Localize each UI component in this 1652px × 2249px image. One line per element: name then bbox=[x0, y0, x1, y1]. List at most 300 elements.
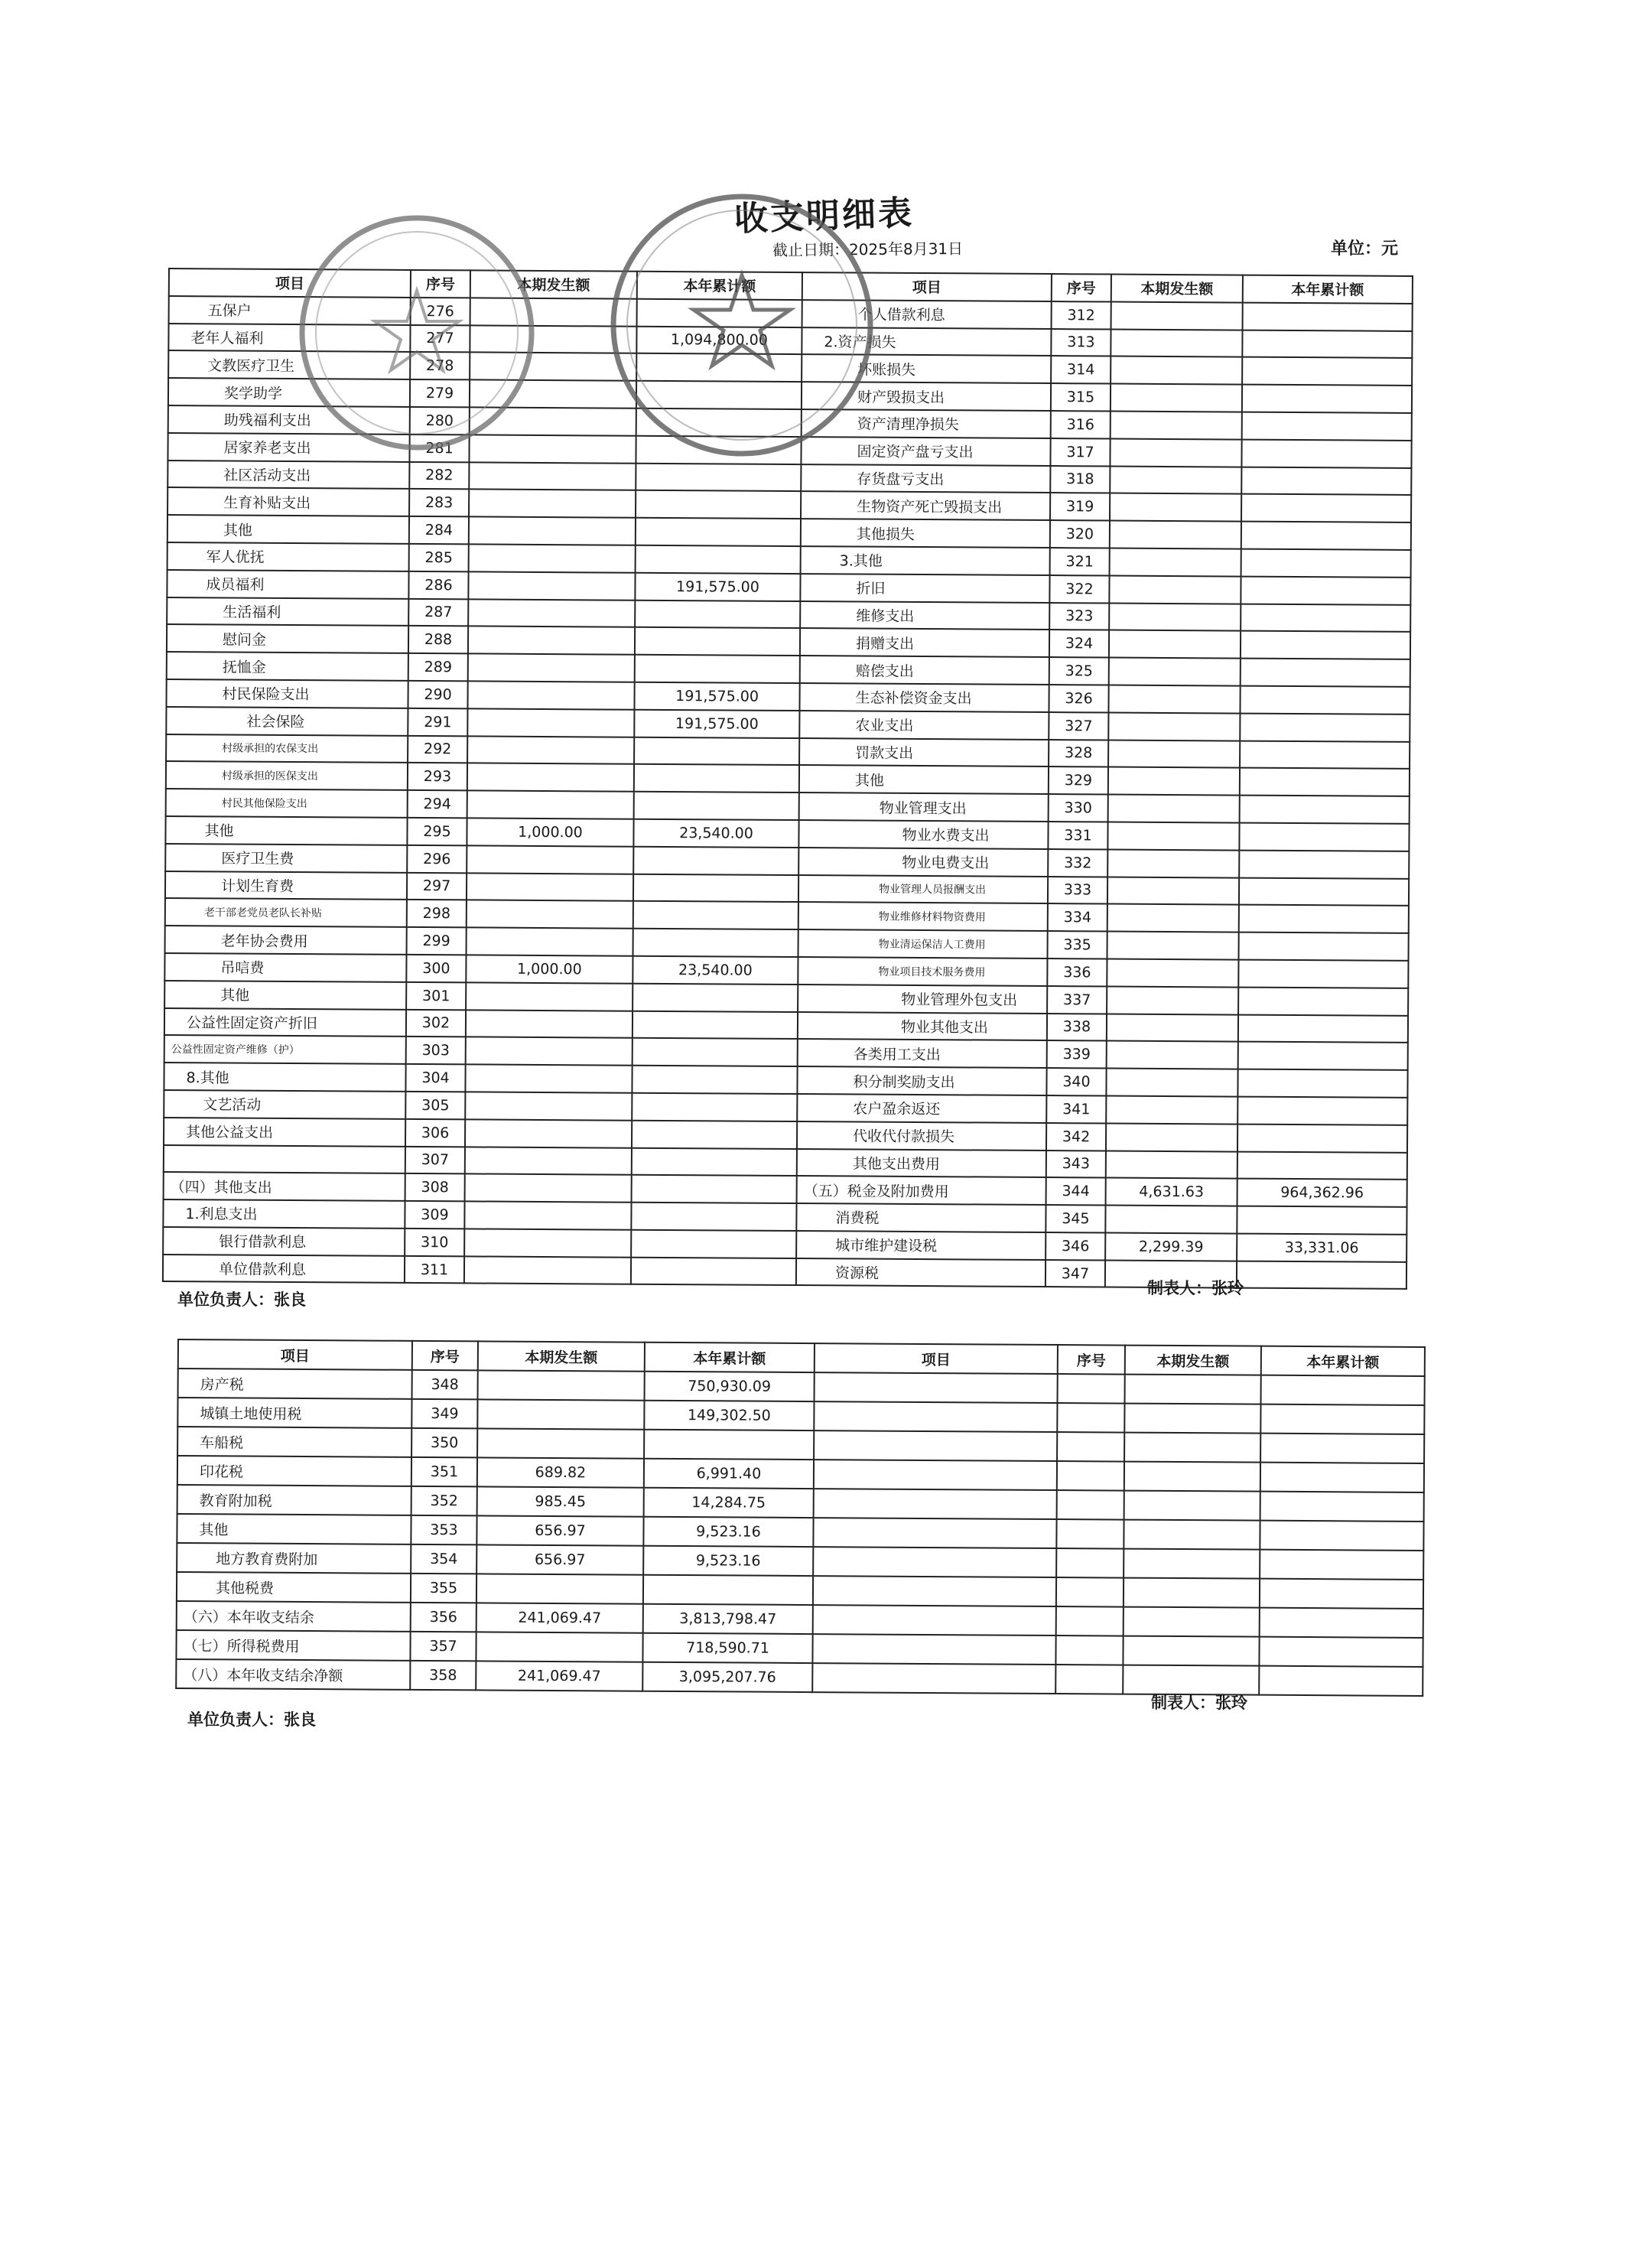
empty-cell bbox=[814, 1401, 1057, 1432]
row-seq: 284 bbox=[409, 516, 469, 544]
col-seq-header: 序号 bbox=[1052, 274, 1111, 301]
empty-cell bbox=[1124, 1607, 1260, 1637]
row-seq: 337 bbox=[1047, 986, 1107, 1014]
row-seq: 298 bbox=[407, 900, 467, 927]
col-period-header: 本期发生额 bbox=[1125, 1346, 1261, 1375]
row-item-label: 其他 bbox=[177, 1514, 411, 1544]
row-item-label: 资产清理净损失 bbox=[802, 409, 1051, 438]
row-item-label: 资源税 bbox=[796, 1258, 1046, 1287]
col-item-header: 项目 bbox=[169, 269, 411, 298]
row-ytd-amount bbox=[1242, 385, 1412, 413]
row-ytd-amount bbox=[1240, 768, 1410, 796]
row-period-amount bbox=[1107, 877, 1239, 905]
row-seq: 352 bbox=[411, 1486, 477, 1516]
empty-cell bbox=[1055, 1665, 1123, 1694]
row-ytd-amount bbox=[632, 1093, 797, 1121]
row-period-amount: 656.97 bbox=[476, 1515, 643, 1545]
empty-cell bbox=[1123, 1636, 1259, 1666]
empty-cell bbox=[1124, 1549, 1260, 1579]
row-item-label: 村民其他保险支出 bbox=[166, 789, 408, 818]
row-item-label: 其他 bbox=[167, 515, 409, 544]
col-period-header: 本期发生额 bbox=[478, 1341, 645, 1371]
empty-cell bbox=[1056, 1606, 1124, 1636]
empty-cell bbox=[813, 1605, 1056, 1635]
row-seq: 277 bbox=[410, 325, 470, 353]
row-seq: 317 bbox=[1050, 438, 1110, 466]
row-item-label: 物业项目技术服务费用 bbox=[798, 957, 1047, 986]
col-ytd-header: 本年累计额 bbox=[637, 272, 802, 300]
preparer: 制表人：张玲 bbox=[1147, 1279, 1244, 1297]
empty-cell bbox=[815, 1372, 1058, 1403]
row-ytd-amount bbox=[1239, 932, 1409, 961]
empty-cell bbox=[814, 1489, 1057, 1519]
row-period-amount bbox=[1107, 959, 1238, 987]
row-seq: 292 bbox=[408, 735, 467, 763]
row-ytd-amount bbox=[1241, 494, 1411, 522]
row-ytd-amount bbox=[637, 299, 802, 327]
row-item-label: 物业管理人员报酬支出 bbox=[798, 875, 1048, 904]
row-item-label: 银行借款利息 bbox=[163, 1227, 405, 1256]
row-seq: 339 bbox=[1047, 1040, 1107, 1068]
row-ytd-amount: 23,540.00 bbox=[633, 956, 798, 985]
row-seq: 327 bbox=[1049, 712, 1108, 740]
row-item-label: 物业水费支出 bbox=[798, 820, 1048, 849]
row-period-amount bbox=[467, 873, 633, 901]
col-ytd-header: 本年累计额 bbox=[1261, 1346, 1425, 1376]
row-ytd-amount bbox=[1241, 659, 1410, 687]
row-period-amount bbox=[477, 1399, 644, 1429]
row-ytd-amount bbox=[1239, 905, 1409, 933]
row-period-amount bbox=[1111, 301, 1243, 330]
row-period-amount bbox=[478, 1370, 645, 1400]
row-ytd-amount: 750,930.09 bbox=[645, 1372, 815, 1401]
row-period-amount: 1,000.00 bbox=[467, 818, 633, 846]
empty-cell bbox=[1261, 1375, 1425, 1405]
row-period-amount bbox=[1110, 493, 1241, 522]
row-item-label: 其他公益支出 bbox=[164, 1118, 405, 1147]
col-seq-header: 序号 bbox=[1058, 1345, 1125, 1375]
row-period-amount bbox=[1106, 1095, 1237, 1124]
row-ytd-amount bbox=[1238, 959, 1408, 988]
row-item-label: 城市维护建设税 bbox=[796, 1231, 1046, 1260]
row-period-amount bbox=[1109, 575, 1241, 604]
row-period-amount bbox=[1111, 412, 1242, 440]
row-seq: 300 bbox=[406, 955, 466, 982]
row-seq: 328 bbox=[1049, 740, 1108, 767]
row-seq: 357 bbox=[410, 1632, 476, 1662]
row-period-amount bbox=[1107, 822, 1239, 850]
row-seq: 330 bbox=[1049, 794, 1108, 822]
row-seq: 290 bbox=[408, 681, 467, 708]
row-period-amount bbox=[1107, 986, 1238, 1014]
detail-table-1 bbox=[162, 268, 1413, 1290]
row-item-label: 村级承担的农保支出 bbox=[166, 734, 408, 763]
row-period-amount bbox=[468, 599, 635, 627]
row-seq: 304 bbox=[405, 1064, 465, 1092]
row-ytd-amount bbox=[634, 792, 799, 820]
row-ytd-amount bbox=[634, 737, 799, 765]
row-ytd-amount bbox=[636, 408, 802, 437]
row-period-amount bbox=[464, 1201, 631, 1229]
row-period-amount bbox=[465, 1174, 632, 1203]
row-ytd-amount bbox=[1241, 549, 1411, 578]
row-seq: 312 bbox=[1052, 301, 1111, 329]
col-period-header: 本期发生额 bbox=[1111, 275, 1243, 303]
row-seq: 297 bbox=[407, 872, 467, 900]
row-item-label: 物业其他支出 bbox=[798, 1012, 1047, 1041]
row-item-label: 医疗卫生费 bbox=[165, 844, 407, 873]
row-item-label: 8.其他 bbox=[164, 1063, 405, 1092]
row-period-amount bbox=[1108, 767, 1240, 796]
row-seq: 313 bbox=[1051, 329, 1111, 356]
row-seq: 332 bbox=[1048, 849, 1107, 877]
col-period-header: 本期发生额 bbox=[470, 270, 637, 298]
row-item-label: 社会保险 bbox=[166, 707, 408, 736]
row-seq: 294 bbox=[408, 790, 467, 818]
row-period-amount: 241,069.47 bbox=[476, 1661, 642, 1691]
row-seq: 353 bbox=[411, 1515, 476, 1545]
row-ytd-amount bbox=[635, 655, 800, 683]
row-ytd-amount bbox=[1237, 1206, 1406, 1235]
row-seq: 333 bbox=[1048, 877, 1107, 904]
preparer-2: 制表人：张玲 bbox=[1151, 1694, 1247, 1712]
row-item-label: 计划生育费 bbox=[165, 871, 407, 900]
col-ytd-header: 本年累计额 bbox=[1243, 275, 1413, 304]
row-ytd-amount: 1,094,800.00 bbox=[636, 326, 802, 354]
row-item-label: 社区活动支出 bbox=[167, 461, 409, 490]
row-period-amount bbox=[465, 1119, 632, 1147]
row-item-label: 3.其他 bbox=[801, 546, 1050, 575]
row-period-amount bbox=[467, 900, 633, 929]
row-seq: 348 bbox=[412, 1370, 478, 1400]
row-ytd-amount bbox=[1237, 1261, 1406, 1289]
row-item-label: （四）其他支出 bbox=[164, 1172, 405, 1201]
row-item-label: （五）税金及附加费用 bbox=[797, 1176, 1046, 1205]
row-period-amount: 4,631.63 bbox=[1106, 1178, 1237, 1206]
row-item-label: （八）本年收支结余净额 bbox=[176, 1659, 410, 1690]
row-item-label: 五保户 bbox=[169, 296, 411, 325]
row-ytd-amount bbox=[632, 1147, 797, 1176]
row-period-amount: 1,000.00 bbox=[466, 955, 633, 983]
row-seq: 322 bbox=[1049, 575, 1109, 603]
row-ytd-amount bbox=[1237, 1151, 1407, 1180]
row-period-amount bbox=[1106, 1069, 1237, 1097]
row-period-amount bbox=[477, 1428, 644, 1458]
row-ytd-amount: 6,991.40 bbox=[644, 1459, 814, 1489]
empty-cell bbox=[1057, 1490, 1124, 1520]
row-seq: 342 bbox=[1046, 1123, 1106, 1151]
row-ytd-amount bbox=[633, 874, 798, 902]
row-ytd-amount bbox=[1238, 987, 1408, 1015]
row-period-amount bbox=[468, 627, 635, 655]
row-period-amount bbox=[1109, 603, 1241, 631]
row-seq: 287 bbox=[408, 598, 468, 626]
row-period-amount: 2,299.39 bbox=[1105, 1232, 1237, 1261]
col-item-header: 项目 bbox=[178, 1339, 412, 1370]
row-ytd-amount bbox=[1241, 522, 1411, 550]
row-item-label: 维修支出 bbox=[800, 601, 1049, 630]
row-item-label: 其他支出费用 bbox=[797, 1149, 1046, 1178]
row-seq: 286 bbox=[408, 571, 468, 599]
row-seq: 338 bbox=[1047, 1014, 1107, 1041]
row-period-amount bbox=[469, 490, 636, 518]
row-ytd-amount bbox=[631, 1230, 796, 1258]
row-seq: 308 bbox=[405, 1173, 465, 1201]
row-period-amount bbox=[464, 1256, 631, 1284]
row-period-amount bbox=[466, 1037, 633, 1066]
row-ytd-amount bbox=[633, 846, 798, 874]
row-item-label: 代收代付款损失 bbox=[797, 1121, 1046, 1151]
row-ytd-amount bbox=[1238, 1014, 1408, 1043]
row-item-label: 1.利息支出 bbox=[163, 1199, 405, 1229]
row-period-amount bbox=[1108, 712, 1240, 740]
row-ytd-amount bbox=[1240, 686, 1410, 714]
responsible-person: 单位负责人：张良 bbox=[177, 1290, 306, 1309]
empty-cell bbox=[1260, 1521, 1423, 1551]
row-item-label: 生育补贴支出 bbox=[167, 487, 409, 516]
row-period-amount bbox=[1108, 685, 1240, 713]
row-seq: 341 bbox=[1046, 1095, 1106, 1123]
row-ytd-amount bbox=[636, 463, 801, 491]
empty-cell bbox=[814, 1430, 1057, 1461]
row-item-label: 赔偿支出 bbox=[800, 656, 1049, 685]
row-period-amount bbox=[465, 1092, 632, 1120]
row-seq: 351 bbox=[411, 1457, 477, 1487]
empty-cell bbox=[1260, 1550, 1423, 1580]
row-period-amount bbox=[469, 435, 636, 463]
empty-cell bbox=[1056, 1519, 1124, 1549]
row-ytd-amount: 9,523.16 bbox=[643, 1546, 813, 1576]
row-seq: 306 bbox=[405, 1119, 465, 1147]
row-period-amount bbox=[1107, 849, 1239, 877]
row-period-amount bbox=[470, 407, 636, 435]
col-ytd-header: 本年累计额 bbox=[645, 1343, 815, 1372]
row-item-label: 村民保险支出 bbox=[166, 679, 408, 708]
row-period-amount: 985.45 bbox=[477, 1486, 644, 1516]
row-seq: 319 bbox=[1050, 493, 1110, 520]
row-period-amount bbox=[1106, 1123, 1237, 1151]
row-ytd-amount: 964,362.96 bbox=[1237, 1179, 1407, 1207]
row-ytd-amount: 14,284.75 bbox=[644, 1488, 814, 1518]
row-ytd-amount bbox=[635, 600, 800, 628]
row-item-label: 慰问金 bbox=[167, 624, 408, 653]
row-item-label: 其他损失 bbox=[801, 519, 1050, 548]
row-item-label: 文艺活动 bbox=[164, 1090, 405, 1119]
row-item-label: 老年人福利 bbox=[168, 324, 410, 353]
row-item-label: 公益性固定资产折旧 bbox=[164, 1008, 406, 1037]
row-item-label: 农户盈余返还 bbox=[797, 1094, 1046, 1123]
row-period-amount bbox=[476, 1574, 643, 1603]
row-seq: 340 bbox=[1046, 1068, 1106, 1095]
row-ytd-amount bbox=[1240, 713, 1410, 741]
row-period-amount bbox=[1106, 1151, 1237, 1179]
row-seq: 315 bbox=[1051, 383, 1111, 411]
empty-cell bbox=[1124, 1404, 1260, 1434]
row-period-amount: 689.82 bbox=[477, 1457, 644, 1487]
row-period-amount bbox=[470, 380, 636, 408]
row-ytd-amount bbox=[1239, 877, 1409, 906]
row-seq: 354 bbox=[411, 1544, 476, 1574]
row-period-amount bbox=[467, 791, 634, 819]
row-ytd-amount bbox=[1237, 1096, 1407, 1124]
row-item-label: 物业清运保洁人工费用 bbox=[798, 929, 1048, 959]
row-item-label: 文教医疗卫生 bbox=[168, 350, 410, 379]
row-ytd-amount bbox=[1239, 823, 1409, 851]
row-ytd-amount bbox=[1241, 604, 1410, 632]
empty-cell bbox=[1259, 1666, 1423, 1696]
col-item-header: 项目 bbox=[802, 272, 1052, 301]
row-ytd-amount bbox=[636, 436, 801, 464]
row-seq: 356 bbox=[411, 1603, 476, 1632]
row-item-label: 奖学助学 bbox=[168, 378, 410, 407]
row-seq: 316 bbox=[1051, 411, 1111, 438]
row-item-label: 老年协会费用 bbox=[165, 926, 407, 955]
row-item-label: 其他税费 bbox=[177, 1572, 411, 1603]
row-period-amount bbox=[467, 708, 634, 737]
row-item-label: 房产税 bbox=[178, 1369, 412, 1399]
row-item-label: 其他 bbox=[164, 981, 406, 1010]
row-ytd-amount: 3,095,207.76 bbox=[642, 1662, 812, 1692]
row-period-amount bbox=[1110, 438, 1241, 467]
row-period-amount bbox=[1107, 904, 1239, 932]
row-ytd-amount bbox=[1243, 302, 1413, 330]
row-item-label: 农业支出 bbox=[799, 711, 1049, 740]
row-seq: 276 bbox=[411, 298, 470, 325]
row-seq: 345 bbox=[1046, 1205, 1105, 1232]
row-seq: 295 bbox=[407, 818, 467, 845]
row-ytd-amount: 23,540.00 bbox=[633, 819, 798, 848]
row-item-label: （六）本年收支结余 bbox=[177, 1601, 411, 1632]
empty-cell bbox=[812, 1634, 1055, 1665]
empty-cell bbox=[1259, 1637, 1423, 1667]
col-item-header: 项目 bbox=[815, 1343, 1058, 1374]
row-ytd-amount bbox=[632, 1120, 797, 1148]
empty-cell bbox=[1260, 1404, 1424, 1434]
row-seq: 335 bbox=[1048, 931, 1107, 959]
row-period-amount bbox=[468, 654, 635, 682]
row-ytd-amount bbox=[632, 1175, 797, 1203]
empty-cell bbox=[1124, 1433, 1260, 1463]
row-ytd-amount bbox=[632, 1066, 797, 1094]
responsible-person-2: 单位负责人：张良 bbox=[187, 1710, 316, 1729]
empty-cell bbox=[1260, 1463, 1424, 1492]
row-period-amount: 656.97 bbox=[476, 1544, 643, 1574]
empty-cell bbox=[1056, 1548, 1124, 1578]
row-item-label: 各类用工支出 bbox=[798, 1039, 1047, 1068]
row-period-amount bbox=[1108, 740, 1240, 768]
row-ytd-amount bbox=[1241, 631, 1410, 659]
row-period-amount bbox=[1111, 329, 1242, 357]
report-date: 截止日期：2025年8月31日 bbox=[772, 239, 964, 260]
row-item-label: 2.资产损失 bbox=[802, 327, 1051, 356]
row-ytd-amount bbox=[1241, 576, 1410, 604]
row-period-amount bbox=[465, 1147, 632, 1175]
row-seq: 302 bbox=[406, 1009, 466, 1037]
col-seq-header: 序号 bbox=[412, 1341, 478, 1371]
row-seq: 299 bbox=[407, 927, 467, 955]
empty-cell bbox=[1055, 1635, 1123, 1665]
empty-cell bbox=[1260, 1492, 1424, 1522]
row-seq: 344 bbox=[1046, 1177, 1106, 1205]
row-period-amount bbox=[467, 736, 634, 764]
row-ytd-amount bbox=[633, 1038, 798, 1066]
currency-unit: 单位：元 bbox=[1331, 239, 1399, 259]
row-ytd-amount bbox=[633, 929, 798, 957]
empty-cell bbox=[1124, 1520, 1260, 1550]
row-seq: 320 bbox=[1050, 520, 1110, 548]
row-seq: 279 bbox=[410, 379, 470, 407]
row-period-amount bbox=[476, 1632, 642, 1662]
row-ytd-amount: 9,523.16 bbox=[643, 1517, 813, 1547]
row-seq: 323 bbox=[1049, 603, 1109, 630]
row-item-label: 生物资产死亡毁损支出 bbox=[801, 491, 1050, 520]
row-item-label: 居家养老支出 bbox=[167, 433, 409, 462]
row-item-label: 其他 bbox=[799, 765, 1049, 794]
row-item-label: 抚恤金 bbox=[167, 652, 408, 681]
row-seq: 355 bbox=[411, 1574, 476, 1603]
row-period-amount bbox=[464, 1229, 631, 1257]
empty-cell bbox=[1124, 1462, 1260, 1492]
row-seq: 321 bbox=[1050, 548, 1110, 575]
empty-cell bbox=[813, 1547, 1056, 1577]
empty-cell bbox=[1057, 1432, 1124, 1462]
row-item-label: 教育附加税 bbox=[177, 1485, 411, 1515]
row-period-amount bbox=[1111, 356, 1242, 385]
empty-cell bbox=[1058, 1374, 1125, 1404]
row-item-label: 财产毁损支出 bbox=[802, 382, 1051, 411]
empty-cell bbox=[813, 1518, 1056, 1548]
row-ytd-amount bbox=[635, 627, 800, 656]
row-item-label: 存货盘亏支出 bbox=[801, 464, 1050, 493]
row-seq: 291 bbox=[408, 708, 467, 736]
detail-table-2 bbox=[175, 1339, 1426, 1697]
row-item-label: 物业管理外包支出 bbox=[798, 985, 1047, 1014]
row-item-label: 公益性固定资产维修（护） bbox=[164, 1035, 406, 1064]
row-ytd-amount bbox=[636, 545, 801, 574]
row-ytd-amount bbox=[644, 1430, 814, 1460]
row-seq: 293 bbox=[408, 763, 467, 790]
col-seq-header: 序号 bbox=[411, 270, 470, 298]
row-period-amount bbox=[1107, 1041, 1238, 1069]
empty-cell bbox=[1125, 1375, 1261, 1404]
row-seq: 334 bbox=[1048, 903, 1107, 931]
row-ytd-amount bbox=[631, 1257, 796, 1285]
row-seq: 285 bbox=[409, 544, 469, 571]
row-period-amount bbox=[1105, 1206, 1237, 1234]
row-seq: 325 bbox=[1049, 657, 1109, 685]
row-ytd-amount bbox=[1239, 850, 1409, 878]
row-ytd-amount bbox=[1240, 796, 1410, 824]
row-seq: 283 bbox=[409, 489, 469, 516]
row-ytd-amount bbox=[636, 490, 801, 519]
row-ytd-amount: 149,302.50 bbox=[644, 1401, 814, 1430]
row-item-label: 生活福利 bbox=[167, 597, 408, 627]
row-seq: 314 bbox=[1051, 356, 1111, 383]
empty-cell bbox=[1124, 1578, 1260, 1608]
row-ytd-amount bbox=[643, 1575, 813, 1605]
row-item-label: 老干部老党员老队长补贴 bbox=[165, 898, 407, 927]
row-seq: 350 bbox=[411, 1428, 477, 1458]
row-item-label: 吊唁费 bbox=[164, 953, 406, 982]
row-item-label: 助残福利支出 bbox=[168, 405, 410, 435]
row-item-label: 固定资产盘亏支出 bbox=[801, 437, 1050, 466]
row-period-amount bbox=[468, 571, 635, 600]
row-item-label: 其他 bbox=[165, 816, 407, 845]
row-period-amount bbox=[470, 325, 636, 353]
row-seq: 358 bbox=[410, 1661, 476, 1691]
row-ytd-amount: 718,590.71 bbox=[642, 1633, 812, 1663]
row-period-amount bbox=[467, 681, 634, 709]
